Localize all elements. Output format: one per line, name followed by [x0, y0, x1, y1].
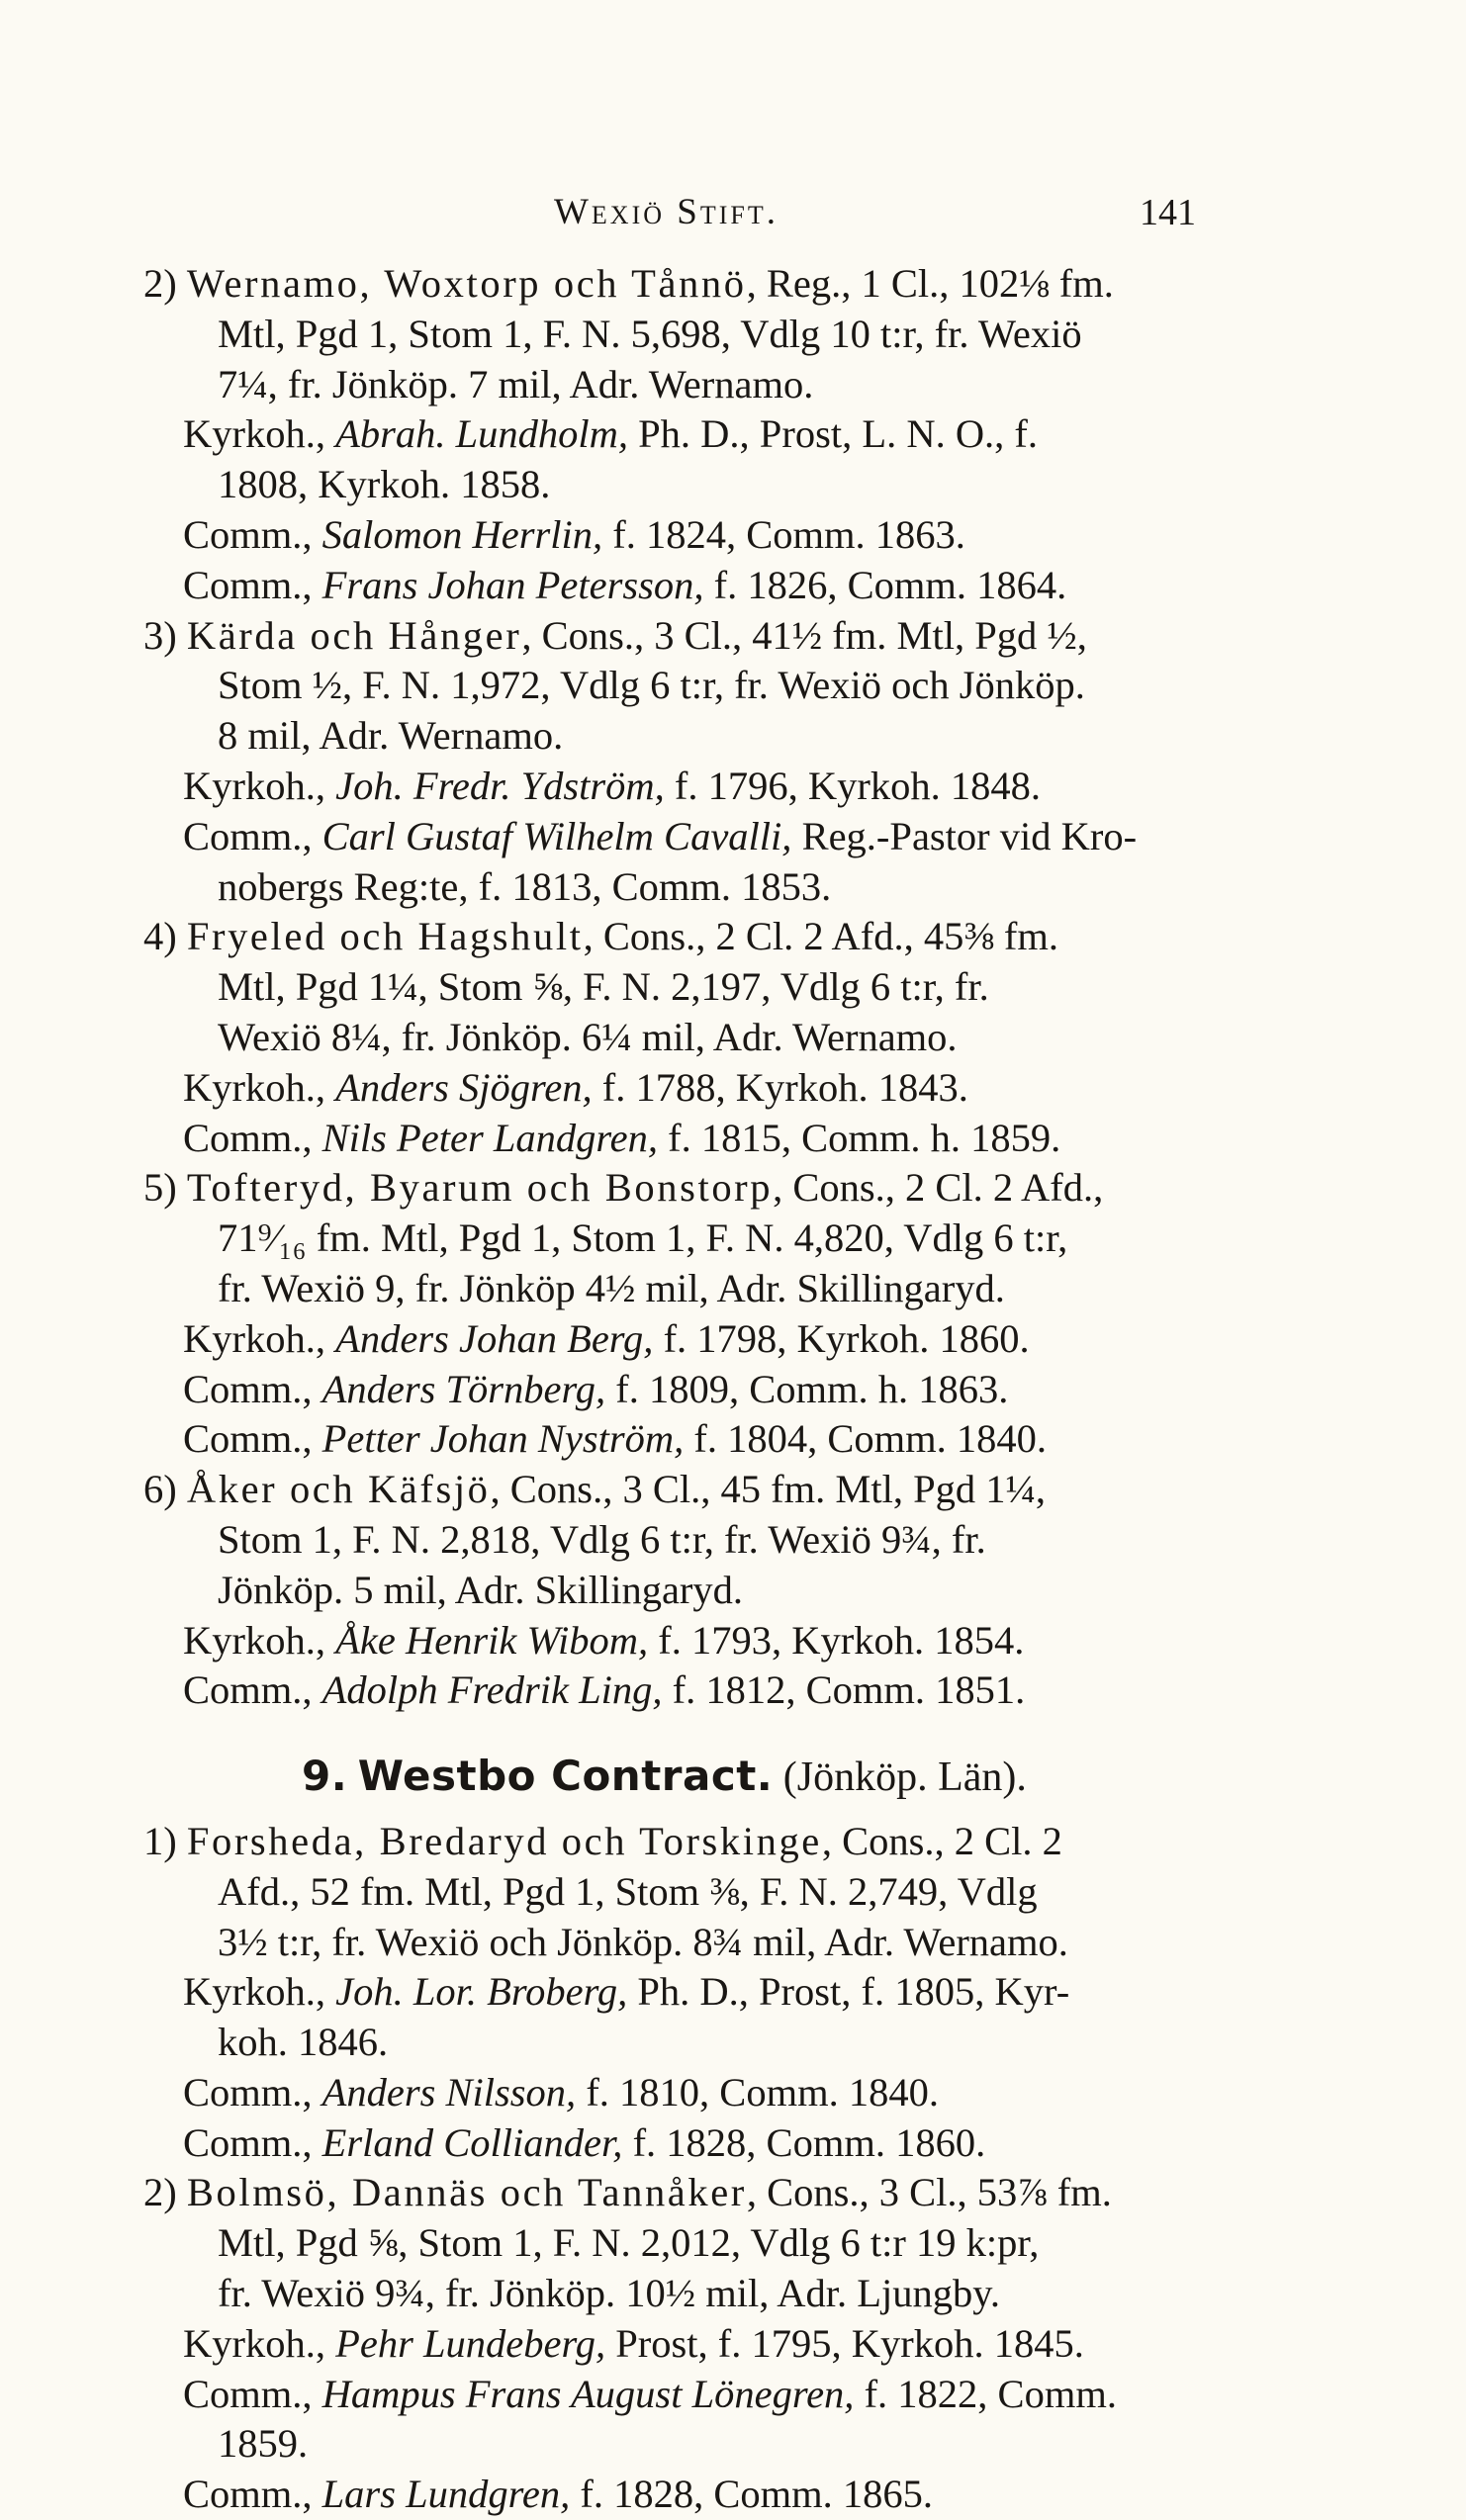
clergy-details: f. 1804, Comm. 1840.	[693, 1416, 1047, 1462]
parish-line	[143, 1163, 1291, 1214]
parish-list-before	[143, 259, 1291, 1716]
parish-line	[143, 1817, 1291, 1867]
parish-entry	[143, 1465, 1291, 1716]
parish-name: Bolmsö, Dannäs och Tannåker	[186, 2170, 747, 2215]
clergy-line	[143, 1114, 1291, 1164]
parish-line	[143, 259, 1291, 310]
clergy-line	[143, 1063, 1291, 1114]
clergy-role: Kyrkoh.,	[183, 2320, 325, 2366]
parish-details-line: Wexiö 8¼, fr. Jönköp. 6¼ mil, Adr. Wernamo.	[218, 1014, 958, 1059]
parish-details: , Cons., 3 Cl., 45 fm. Mtl, Pgd 1¼,	[490, 1467, 1046, 1512]
clergy-name: Anders Nilsson,	[321, 2069, 577, 2115]
section-number: 9.	[302, 1752, 348, 1801]
parish-entry	[143, 912, 1291, 1163]
clergy-role: Comm.,	[183, 1366, 313, 1411]
parish-line	[143, 1465, 1291, 1515]
parish-line	[143, 611, 1291, 662]
clergy-details: f. 1796, Kyrkoh. 1848.	[674, 763, 1042, 808]
parish-details-line: fr. Wexiö 9, fr. Jönköp 4½ mil, Adr. Skillingaryd.	[218, 1265, 1005, 1310]
clergy-role: Comm.,	[183, 2069, 313, 2115]
clergy-name: Lars Lundgren,	[321, 2472, 571, 2517]
entry-number: 5)	[143, 1165, 177, 1211]
clergy-role: Comm.,	[183, 1416, 313, 1462]
clergy-details: Ph. D., Prost, f. 1805, Kyr-	[637, 1969, 1070, 2015]
clergy-line	[143, 1665, 1291, 1716]
clergy-name: Petter Johan Nyström,	[321, 1416, 685, 1462]
clergy-details: Prost, f. 1795, Kyrkoh. 1845.	[615, 2320, 1084, 2366]
clergy-role: Comm.,	[183, 813, 313, 858]
clergy-details: f. 1828, Comm. 1865.	[580, 2472, 933, 2517]
clergy-name: Joh. Fredr. Ydström,	[335, 763, 665, 808]
clergy-details: f. 1810, Comm. 1840.	[586, 2069, 939, 2115]
entry-number: 4)	[143, 914, 177, 959]
clergy-role: Comm.,	[183, 511, 313, 557]
clergy-details-line: 1808, Kyrkoh. 1858.	[218, 462, 551, 507]
clergy-line	[143, 1314, 1291, 1365]
clergy-role: Kyrkoh.,	[183, 1315, 325, 1361]
clergy-role: Kyrkoh.,	[183, 1969, 325, 2015]
parish-details: , Cons., 2 Cl. 2 Afd.,	[773, 1165, 1104, 1211]
parish-details: , Cons., 2 Cl. 2	[821, 1818, 1062, 1863]
parish-line	[143, 2168, 1291, 2218]
clergy-name: Anders Johan Berg,	[335, 1315, 654, 1361]
clergy-details: f. 1822, Comm.	[864, 2371, 1117, 2416]
clergy-details: f. 1812, Comm. 1851.	[672, 1667, 1026, 1713]
parish-details-line: fr. Wexiö 9¾, fr. Jönköp. 10½ mil, Adr. Ljungby.	[218, 2271, 1000, 2316]
clergy-details-line: nobergs Reg:te, f. 1813, Comm. 1853.	[218, 863, 832, 909]
clergy-role: Kyrkoh.,	[183, 763, 325, 808]
clergy-name: Salomon Herrlin,	[321, 511, 603, 557]
parish-entry	[143, 259, 1291, 611]
entry-number: 2)	[143, 261, 177, 306]
parish-details-line: 8 mil, Adr. Wernamo.	[218, 713, 564, 759]
parish-details-line: Afd., 52 fm. Mtl, Pgd 1, Stom ⅜, F. N. 2,749, Vdlg	[218, 1868, 1038, 1914]
clergy-line	[143, 1616, 1291, 1666]
entry-number: 1)	[143, 1818, 177, 1863]
clergy-name: Erland Colliander,	[321, 2119, 623, 2165]
clergy-details: f. 1826, Comm. 1864.	[713, 562, 1067, 607]
clergy-line	[143, 2370, 1291, 2420]
parish-details-line: Mtl, Pgd 1¼, Stom ⅝, F. N. 2,197, Vdlg 6 t:r, fr.	[218, 964, 989, 1010]
clergy-line	[143, 2118, 1291, 2169]
clergy-details-line: 1859.	[218, 2421, 309, 2467]
parish-name: Fryeled och Hagshult	[186, 914, 584, 959]
clergy-role: Comm.,	[183, 2371, 313, 2416]
clergy-line	[143, 762, 1291, 812]
parish-list-after	[143, 1817, 1291, 2520]
clergy-role: Comm.,	[183, 1115, 313, 1160]
section-county: (Jönköp. Län).	[782, 1755, 1027, 1801]
parish-details: , Cons., 2 Cl. 2 Afd., 45⅜ fm.	[583, 914, 1058, 959]
parish-name: Wernamo, Woxtorp och Tånnö	[186, 261, 747, 306]
clergy-name: Hampus Frans August Lönegren,	[321, 2371, 855, 2416]
entry-number: 6)	[143, 1467, 177, 1512]
clergy-details: f. 1824, Comm. 1863.	[612, 511, 965, 557]
clergy-role: Comm.,	[183, 1667, 313, 1713]
clergy-name: Adolph Fredrik Ling,	[321, 1667, 663, 1713]
parish-details-line: Mtl, Pgd 1, Stom 1, F. N. 5,698, Vdlg 10 t:r, fr. Wexiö	[218, 311, 1082, 356]
clergy-role: Kyrkoh.,	[183, 411, 325, 457]
running-head: Wexiö Stift.	[554, 192, 779, 232]
clergy-line	[143, 2319, 1291, 2370]
clergy-role: Comm.,	[183, 2119, 313, 2165]
clergy-name: Carl Gustaf Wilhelm Cavalli,	[321, 813, 792, 858]
section-heading	[143, 1752, 1291, 1803]
clergy-role: Kyrkoh.,	[183, 1617, 325, 1663]
clergy-name: Pehr Lundeberg,	[335, 2320, 606, 2366]
clergy-line	[143, 1967, 1291, 2018]
entry-number: 2)	[143, 2170, 177, 2215]
parish-details-line: Mtl, Pgd ⅝, Stom 1, F. N. 2,012, Vdlg 6 t:r 19 k:pr,	[218, 2220, 1040, 2266]
clergy-line	[143, 2068, 1291, 2118]
clergy-line	[143, 1414, 1291, 1465]
clergy-role: Comm.,	[183, 562, 313, 607]
entry-number: 3)	[143, 612, 177, 658]
parish-entry	[143, 2168, 1291, 2520]
clergy-name: Abrah. Lundholm,	[335, 411, 629, 457]
clergy-details: f. 1793, Kyrkoh. 1854.	[658, 1617, 1025, 1663]
clergy-details: Ph. D., Prost, L. N. O., f.	[638, 411, 1039, 457]
parish-entry	[143, 611, 1291, 913]
clergy-details: f. 1798, Kyrkoh. 1860.	[663, 1315, 1030, 1361]
clergy-line	[143, 409, 1291, 460]
clergy-name: Joh. Lor. Broberg,	[335, 1969, 628, 2015]
clergy-line	[143, 2470, 1291, 2520]
clergy-name: Anders Törnberg,	[321, 1366, 606, 1411]
clergy-details: f. 1809, Comm. h. 1863.	[615, 1366, 1009, 1411]
clergy-name: Åke Henrik Wibom,	[335, 1617, 649, 1663]
clergy-name: Anders Sjögren,	[335, 1064, 593, 1110]
page-number: 141	[1140, 192, 1196, 233]
parish-name: Åker och Käfsjö	[186, 1467, 491, 1512]
parish-details-line: Stom 1, F. N. 2,818, Vdlg 6 t:r, fr. Wexiö 9¾, fr.	[218, 1516, 986, 1562]
parish-details-line: 3½ t:r, fr. Wexiö och Jönköp. 8¾ mil, Adr. Wernamo.	[218, 1919, 1068, 1964]
clergy-line	[143, 812, 1291, 862]
clergy-line	[143, 1365, 1291, 1415]
clergy-role: Kyrkoh.,	[183, 1064, 325, 1110]
parish-details: , Reg., 1 Cl., 102⅛ fm.	[746, 261, 1114, 306]
parish-details-line: Jönköp. 5 mil, Adr. Skillingaryd.	[218, 1567, 744, 1612]
section-title: Westbo Contract.	[357, 1752, 774, 1801]
clergy-role: Comm.,	[183, 2472, 313, 2517]
clergy-details: f. 1815, Comm. h. 1859.	[668, 1115, 1061, 1160]
parish-details-line: Stom ½, F. N. 1,972, Vdlg 6 t:r, fr. Wexiö och Jönköp.	[218, 663, 1085, 708]
clergy-details: f. 1788, Kyrkoh. 1843.	[601, 1064, 968, 1110]
clergy-line	[143, 561, 1291, 611]
clergy-details-line: koh. 1846.	[218, 2020, 389, 2065]
clergy-details: f. 1828, Comm. 1860.	[632, 2119, 986, 2165]
parish-name: Tofteryd, Byarum och Bonstorp	[186, 1165, 774, 1211]
parish-entry	[143, 1163, 1291, 1465]
parish-details-line: 7¼, fr. Jönköp. 7 mil, Adr. Wernamo.	[218, 361, 814, 406]
parish-details: , Cons., 3 Cl., 53⅞ fm.	[746, 2170, 1112, 2215]
parish-line	[143, 912, 1291, 962]
clergy-name: Frans Johan Petersson,	[321, 562, 704, 607]
parish-name: Kärda och Hånger	[186, 612, 522, 658]
page-body	[143, 259, 1291, 2520]
clergy-name: Nils Peter Landgren,	[321, 1115, 659, 1160]
parish-entry	[143, 1817, 1291, 2169]
clergy-line	[143, 510, 1291, 561]
clergy-details: Reg.-Pastor vid Kro-	[801, 813, 1138, 858]
parish-name: Forsheda, Bredaryd och Torskinge	[186, 1818, 822, 1863]
parish-details: , Cons., 3 Cl., 41½ fm. Mtl, Pgd ½,	[521, 612, 1087, 658]
parish-details-line: 71⁹⁄₁₆ fm. Mtl, Pgd 1, Stom 1, F. N. 4,820, Vdlg 6 t:r,	[218, 1215, 1068, 1261]
